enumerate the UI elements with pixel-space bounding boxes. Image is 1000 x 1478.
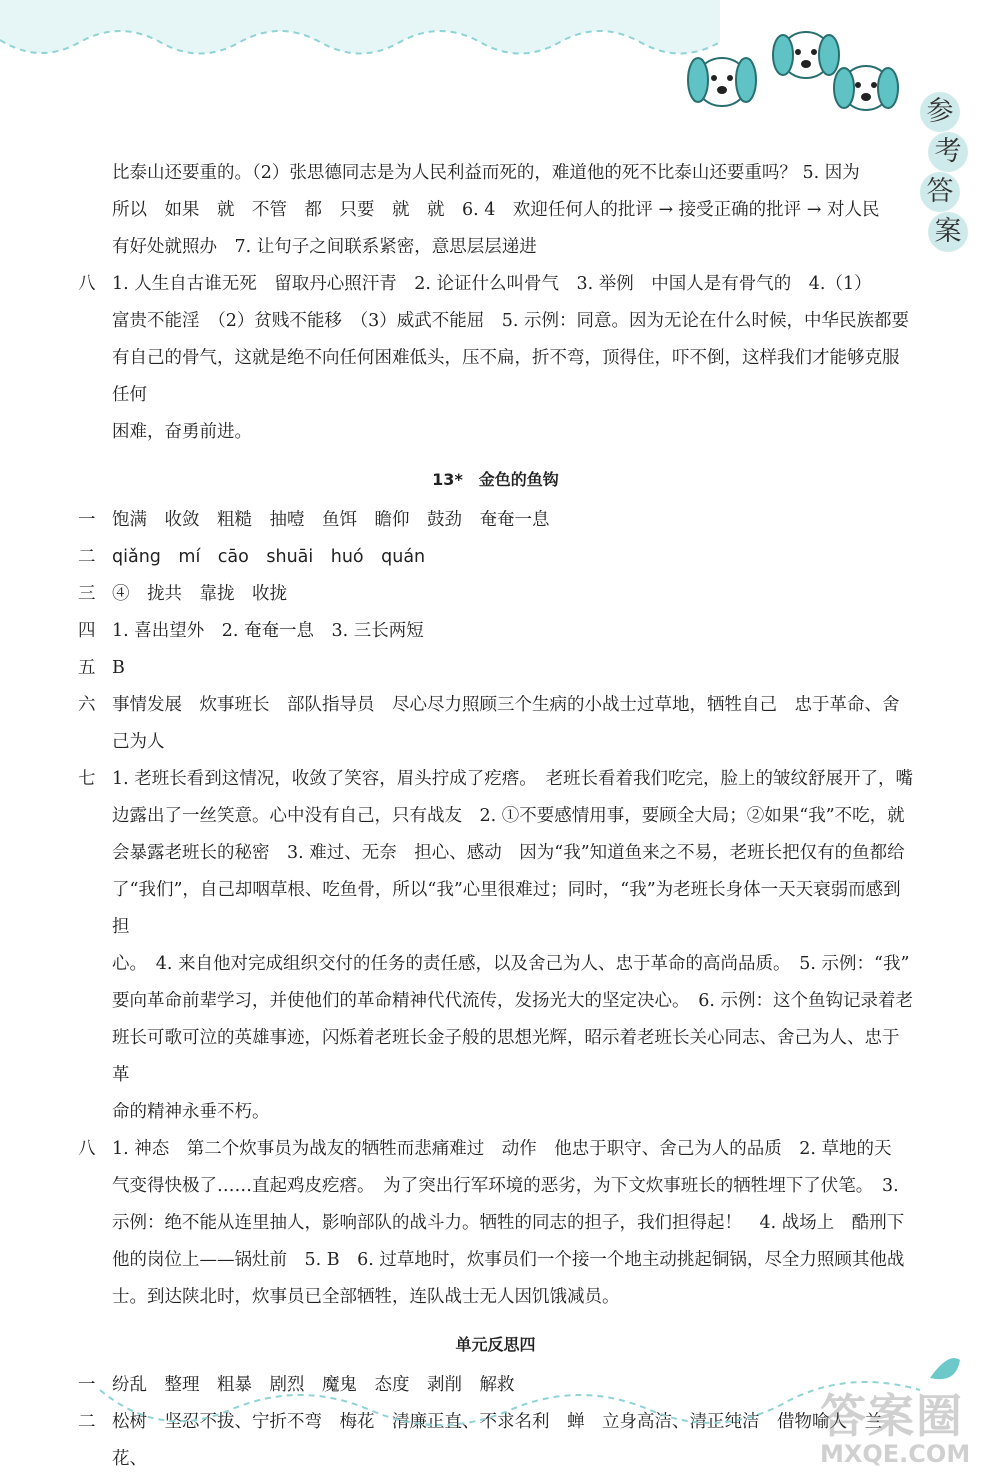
text-line: 他的岗位上——锅灶前 5. B 6. 过草地时，炊事员们一个接一个地主动挑起铜锅，尽全力照顾其他战 [112,1250,905,1270]
text-line: 班长可歌可泣的英雄事迹，闪烁着老班长金子般的思想光辉，昭示着老班长关心同志、舍己为人、忠于革 [112,1028,900,1085]
text-line: 士。到达陕北时，炊事员已全部牺牲，连队战士无人因饥饿减员。 [112,1287,620,1307]
pinyin-text: qiǎng mí cāo shuāi huó quán [112,547,426,567]
section-eight-b [78,1131,913,1316]
text-line: 比泰山还要重的。（2）张思德同志是为人民利益而死的，难道他的死不比泰山还要重吗？ 5. 因为 [112,163,860,183]
side-title-char: 参 [920,92,960,132]
text-line: 有自己的骨气，这就是绝不向任何困难低头，压不扁，折不弯，顶得住，吓不倒，这样我们才能够克服任何 [112,348,900,405]
text-line: 1. 老班长看到这情况，收敛了笑容，眉头拧成了疙瘩。 老班长看着我们吃完，脸上的皱纹舒展开了，嘴 [112,769,914,789]
text-line: 富贵不能淫 （2）贫贱不能移 （3）威武不能屈 5. 示例：同意。因为无论在什么时候，中华民族都要 [112,311,910,331]
item-text: 纷乱 整理 粗暴 剧烈 魔鬼 态度 剥削 解救 [112,1375,515,1395]
text-line: 己为人 [112,732,165,752]
item-text: 1. 喜出望外 2. 奄奄一息 3. 三长两短 [112,621,424,641]
lesson-heading: 13* 金色的鱼钩 [432,470,559,489]
text-line: 1. 神态 第二个炊事员为战友的牺牲而悲痛难过 动作 他忠于职守、舍己为人的品质 2. 草地的天 [112,1139,892,1159]
section-number: 三 [78,584,96,604]
section-number: 四 [78,621,96,641]
section-number: 一 [78,1375,96,1395]
text-line: 有好处就照办 7. 让句子之间联系紧密，意思层层递进 [112,237,537,257]
item-text: ④ 拢共 靠拢 收拢 [112,584,287,604]
side-title-reference-answers [918,92,980,252]
section-six [78,687,913,761]
section-number: 六 [78,695,96,715]
item-row [78,576,913,613]
section-number: 一 [78,510,96,530]
watermark-main-text: 答案圈 [820,1389,964,1443]
continued-answers [78,155,913,266]
side-title-char: 考 [928,132,968,172]
section-number: 八 [78,1139,96,1159]
text-line: 会暴露老班长的秘密 3. 难过、无奈 担心、感动 因为“我”知道鱼来之不易，老班长把仅有的鱼都给 [112,843,905,863]
section-number: 五 [78,658,96,678]
item-row [78,1367,913,1404]
item-text: 松树 坚忍不拔、宁折不弯 梅花 清廉正直、不求名利 蝉 立身高洁、清正纯洁 借物喻人 兰花、 [112,1412,882,1469]
side-title-char: 案 [928,212,968,252]
text-line: 要向革命前辈学习，并使他们的革命精神代代流传，发扬光大的坚定决心。 6. 示例：这个鱼钩记录着老 [112,991,914,1011]
text-line: 了“我们”，自己却咽草根、吃鱼骨，所以“我”心里很难过；同时，“我”为老班长身体一天天衰弱而感到担 [112,880,901,937]
item-row [78,650,913,687]
text-line: 示例：绝不能从连里抽人，影响部队的战斗力。牺牲的同志的担子，我们担得起！ 4. 战场上 酷刑下 [112,1213,905,1233]
section-number: 八 [78,274,96,294]
answer-content [78,155,913,1478]
text-line: 心。 4. 来自他对完成组织交付的任务的责任感，以及舍己为人、忠于革命的高尚品质。 5. 示例：“我” [112,954,910,974]
item-row [78,1404,913,1478]
unit-heading: 单元反思四 [455,1335,536,1354]
watermark-logo [820,1380,990,1470]
section-number: 七 [78,769,96,789]
side-title-char: 答 [920,172,960,212]
item-row [78,502,913,539]
text-line: 1. 人生自古谁无死 留取丹心照汗青 2. 论证什么叫骨气 3. 举例 中国人是有骨气的 4.（1） [112,274,872,294]
text-line: 命的精神永垂不朽。 [112,1102,270,1122]
watermark-sub-text: MXQE.COM [820,1440,971,1468]
leaf-icon [930,1358,960,1379]
section-eight-a [78,266,913,451]
item-row [78,539,913,576]
section-number: 二 [78,1412,96,1432]
text-line: 困难，奋勇前进。 [112,422,252,442]
item-row [78,613,913,650]
section-number: 二 [78,547,96,567]
item-text: B [112,658,125,678]
item-text: 饱满 收敛 粗糙 抽噎 鱼饵 瞻仰 鼓劲 奄奄一息 [112,510,550,530]
text-line: 事情发展 炊事班长 部队指导员 尽心尽力照顾三个生病的小战士过草地，牺牲自己 忠于革命、舍 [112,695,900,715]
text-line: 气变得快极了……直起鸡皮疙瘩。 为了突出行军环境的恶劣，为下文炊事班长的牺牲埋下了伏笔。 3. [112,1176,899,1196]
top-wave-decoration [0,0,1000,150]
section-seven [78,761,913,1131]
text-line: 所以 如果 就 不管 都 只要 就 就 6. 4 欢迎任何人的批评 → 接受正确的批评 → 对人民 [112,200,880,220]
text-line: 边露出了一丝笑意。心中没有自己，只有战友 2. ①不要感情用事，要顾全大局；②如果“我”不吃，就 [112,806,905,826]
